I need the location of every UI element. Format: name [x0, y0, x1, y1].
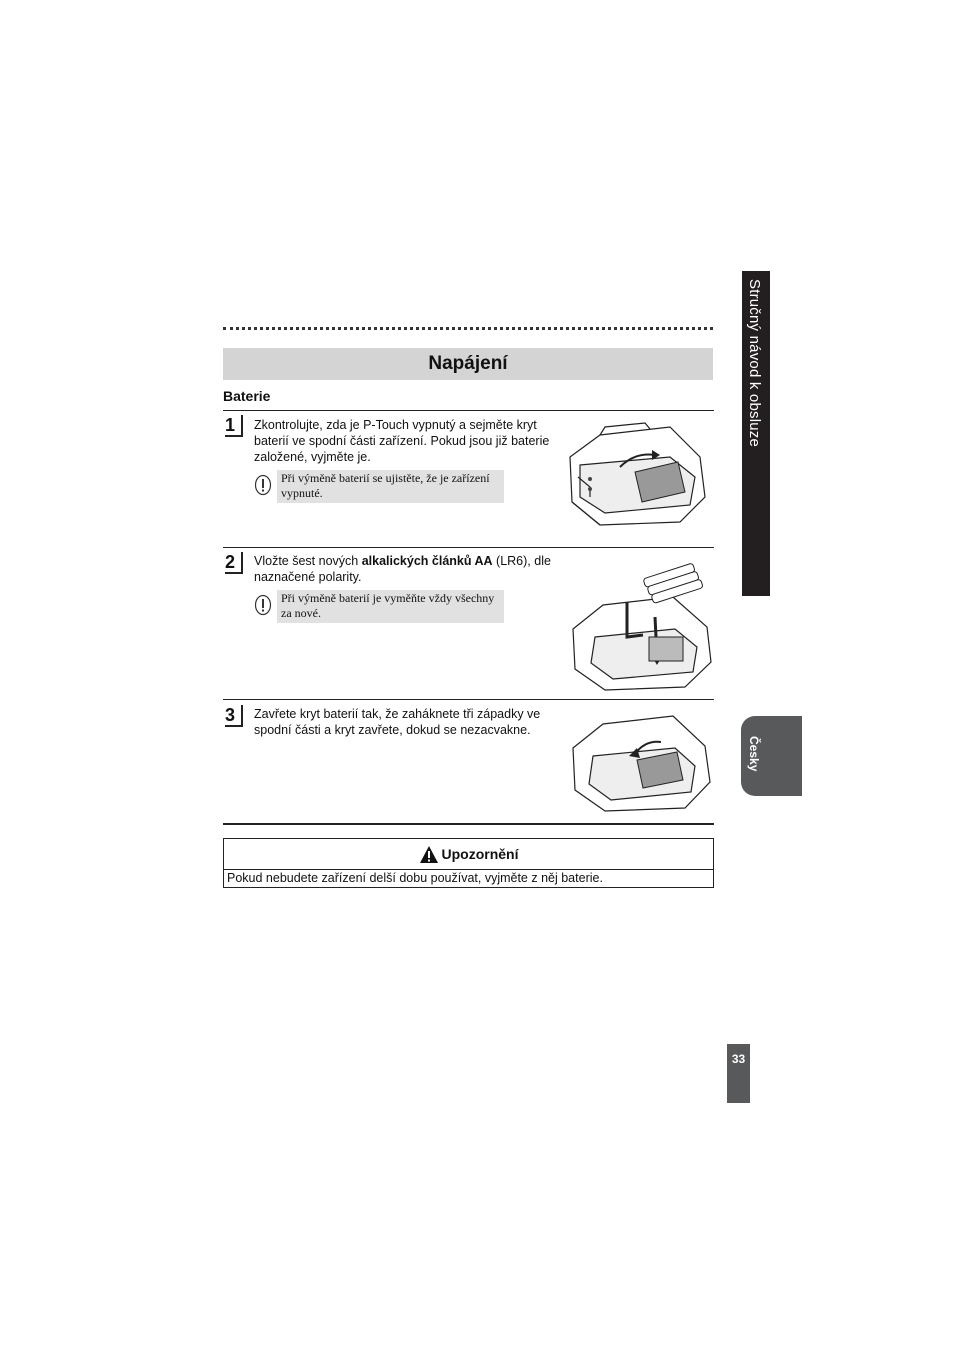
caution-box — [223, 838, 714, 888]
caution-title: Upozornění — [441, 846, 519, 862]
step-divider — [223, 410, 714, 411]
caution-text: Pokud nebudete zařízení delší dobu používat, vyjměte z něj baterie. — [227, 871, 603, 885]
step-text: Zkontrolujte, zda je P-Touch vypnutý a sejměte kryt baterií ve spodní části zařízení. Pokud jsou již baterie založené, vyjměte je. — [254, 418, 550, 464]
step-number: 2 — [225, 552, 243, 574]
printer-insert-batteries-illustration — [565, 557, 715, 694]
step-number: 1 — [225, 415, 243, 437]
note-icon — [254, 474, 272, 496]
note-box: Při výměně baterií je vyměňte vždy všechny za nové. — [277, 590, 504, 623]
section-title-bar — [223, 348, 713, 380]
section-title: Napájení — [428, 353, 508, 374]
page-number: 33 — [731, 1052, 746, 1066]
step-text — [254, 553, 554, 585]
section-end-divider — [223, 823, 714, 825]
language-side-tab — [741, 716, 802, 796]
step-text-bold: alkalických článků AA — [361, 554, 493, 568]
step-text-part: (LR6), dle naznačené polarity. — [254, 554, 551, 584]
step-divider — [223, 547, 714, 548]
note-icon — [254, 594, 272, 616]
page-number-tab — [727, 1044, 750, 1103]
printer-open-cover-illustration — [560, 417, 710, 529]
step-divider — [223, 699, 714, 700]
language-side-tab-label: Česky — [747, 736, 761, 772]
guide-side-tab — [742, 271, 770, 596]
caution-header — [224, 839, 713, 870]
step-text-part: Vložte šest nových — [254, 554, 362, 568]
dotted-divider — [223, 327, 713, 330]
guide-side-tab-label: Stručný návod k obsluze — [746, 279, 763, 448]
step-text: Zavřete kryt baterií tak, že zaháknete tři západky ve spodní části a kryt zavřete, dokud se nezacvakne. — [254, 707, 541, 737]
printer-close-cover-illustration — [565, 710, 713, 815]
note-box: Při výměně baterií se ujistěte, že je zařízení vypnuté. — [277, 470, 504, 503]
step-number: 3 — [225, 705, 243, 727]
warning-triangle-icon — [419, 845, 439, 864]
subheading: Baterie — [223, 388, 271, 404]
